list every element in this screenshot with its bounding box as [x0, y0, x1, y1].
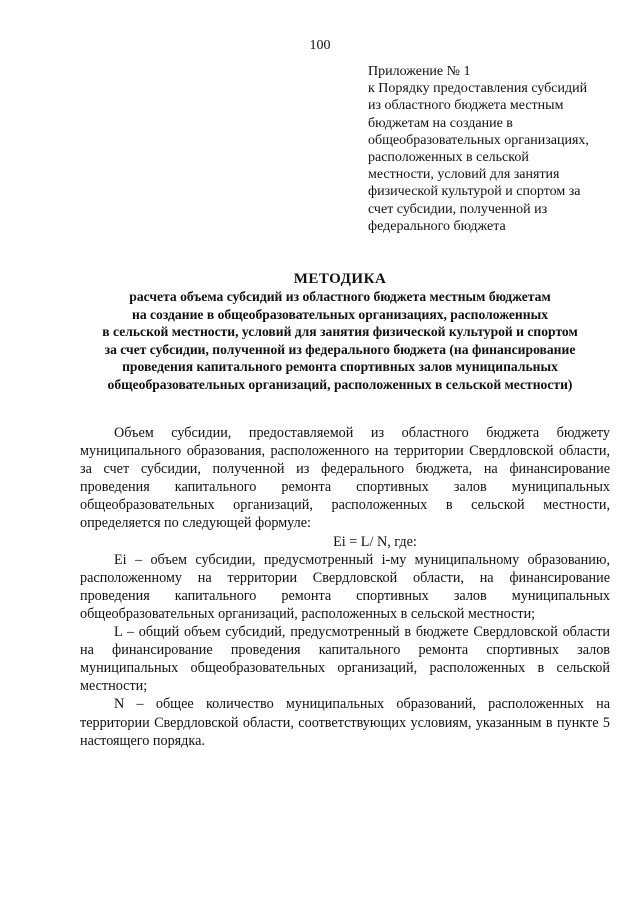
- document-body: [80, 424, 610, 750]
- definition-n: N – общее количество муниципальных образований, расположенных на территории Свердловской области, соответствующих условиям, указанным в пункте 5 настоящего порядка.: [80, 696, 610, 749]
- appendix-block: [368, 63, 618, 235]
- title-subheading: [60, 288, 620, 394]
- title-line: на создание в общеобразовательных организациях, расположенных: [131, 306, 548, 322]
- title-line: за счет субсидии, полученной из федерального бюджета (на финансирование: [104, 341, 576, 357]
- definition-l: L – общий объем субсидий, предусмотренный в бюджете Свердловской области на финансирование проведения капитального ремонта спортивных залов муниципальных общеобразовательных организаций, расположенных в сельской местности;: [80, 624, 610, 695]
- appendix-line: счет субсидии, полученной из: [368, 201, 548, 217]
- title-line: расчета объема субсидий из областного бюджета местным бюджетам: [129, 289, 551, 304]
- appendix-line: физической культурой и спортом за: [368, 184, 581, 200]
- appendix-line: из областного бюджета местным: [368, 98, 564, 114]
- definition-ei: Ei – объем субсидии, предусмотренный i-му муниципальному образованию, расположенному на территории Свердловской области, на финансирование проведения капитального ремонта спортивных залов муниципальных общеобразовательных организаций, расположенных в сельской местности;: [80, 551, 610, 622]
- appendix-line: бюджетам на создание в: [368, 115, 513, 131]
- title-line: проведения капитального ремонта спортивных залов муниципальных: [122, 359, 558, 375]
- appendix-line: к Порядку предоставления субсидий: [368, 81, 588, 97]
- formula: Ei = L/ N, где:: [333, 533, 417, 550]
- title-line: общеобразовательных организаций, расположенных в сельской местности): [107, 376, 573, 392]
- title-heading: МЕТОДИКА: [293, 271, 387, 287]
- title-line: в сельской местности, условий для занятия физической культурой и спортом: [102, 324, 578, 340]
- intro-paragraph: Объем субсидии, предоставляемой из областного бюджета бюджету муниципального образования, расположенного на территории Свердловской области, за счет субсидии, полученной из федерального бюджета, на финансирование проведения капитального ремонта спортивных залов муниципальных общеобразовательных организаций, расположенных в сельской местности, определяется по следующей формуле:: [80, 425, 610, 532]
- appendix-line: общеобразовательных организациях,: [368, 132, 589, 148]
- page-number: 100: [309, 38, 331, 53]
- appendix-line: расположенных в сельской: [368, 150, 529, 166]
- appendix-line: федерального бюджета: [368, 218, 506, 234]
- appendix-line: местности, условий для занятия: [368, 167, 560, 183]
- document-title: [60, 270, 620, 394]
- appendix-line: Приложение № 1: [368, 64, 471, 79]
